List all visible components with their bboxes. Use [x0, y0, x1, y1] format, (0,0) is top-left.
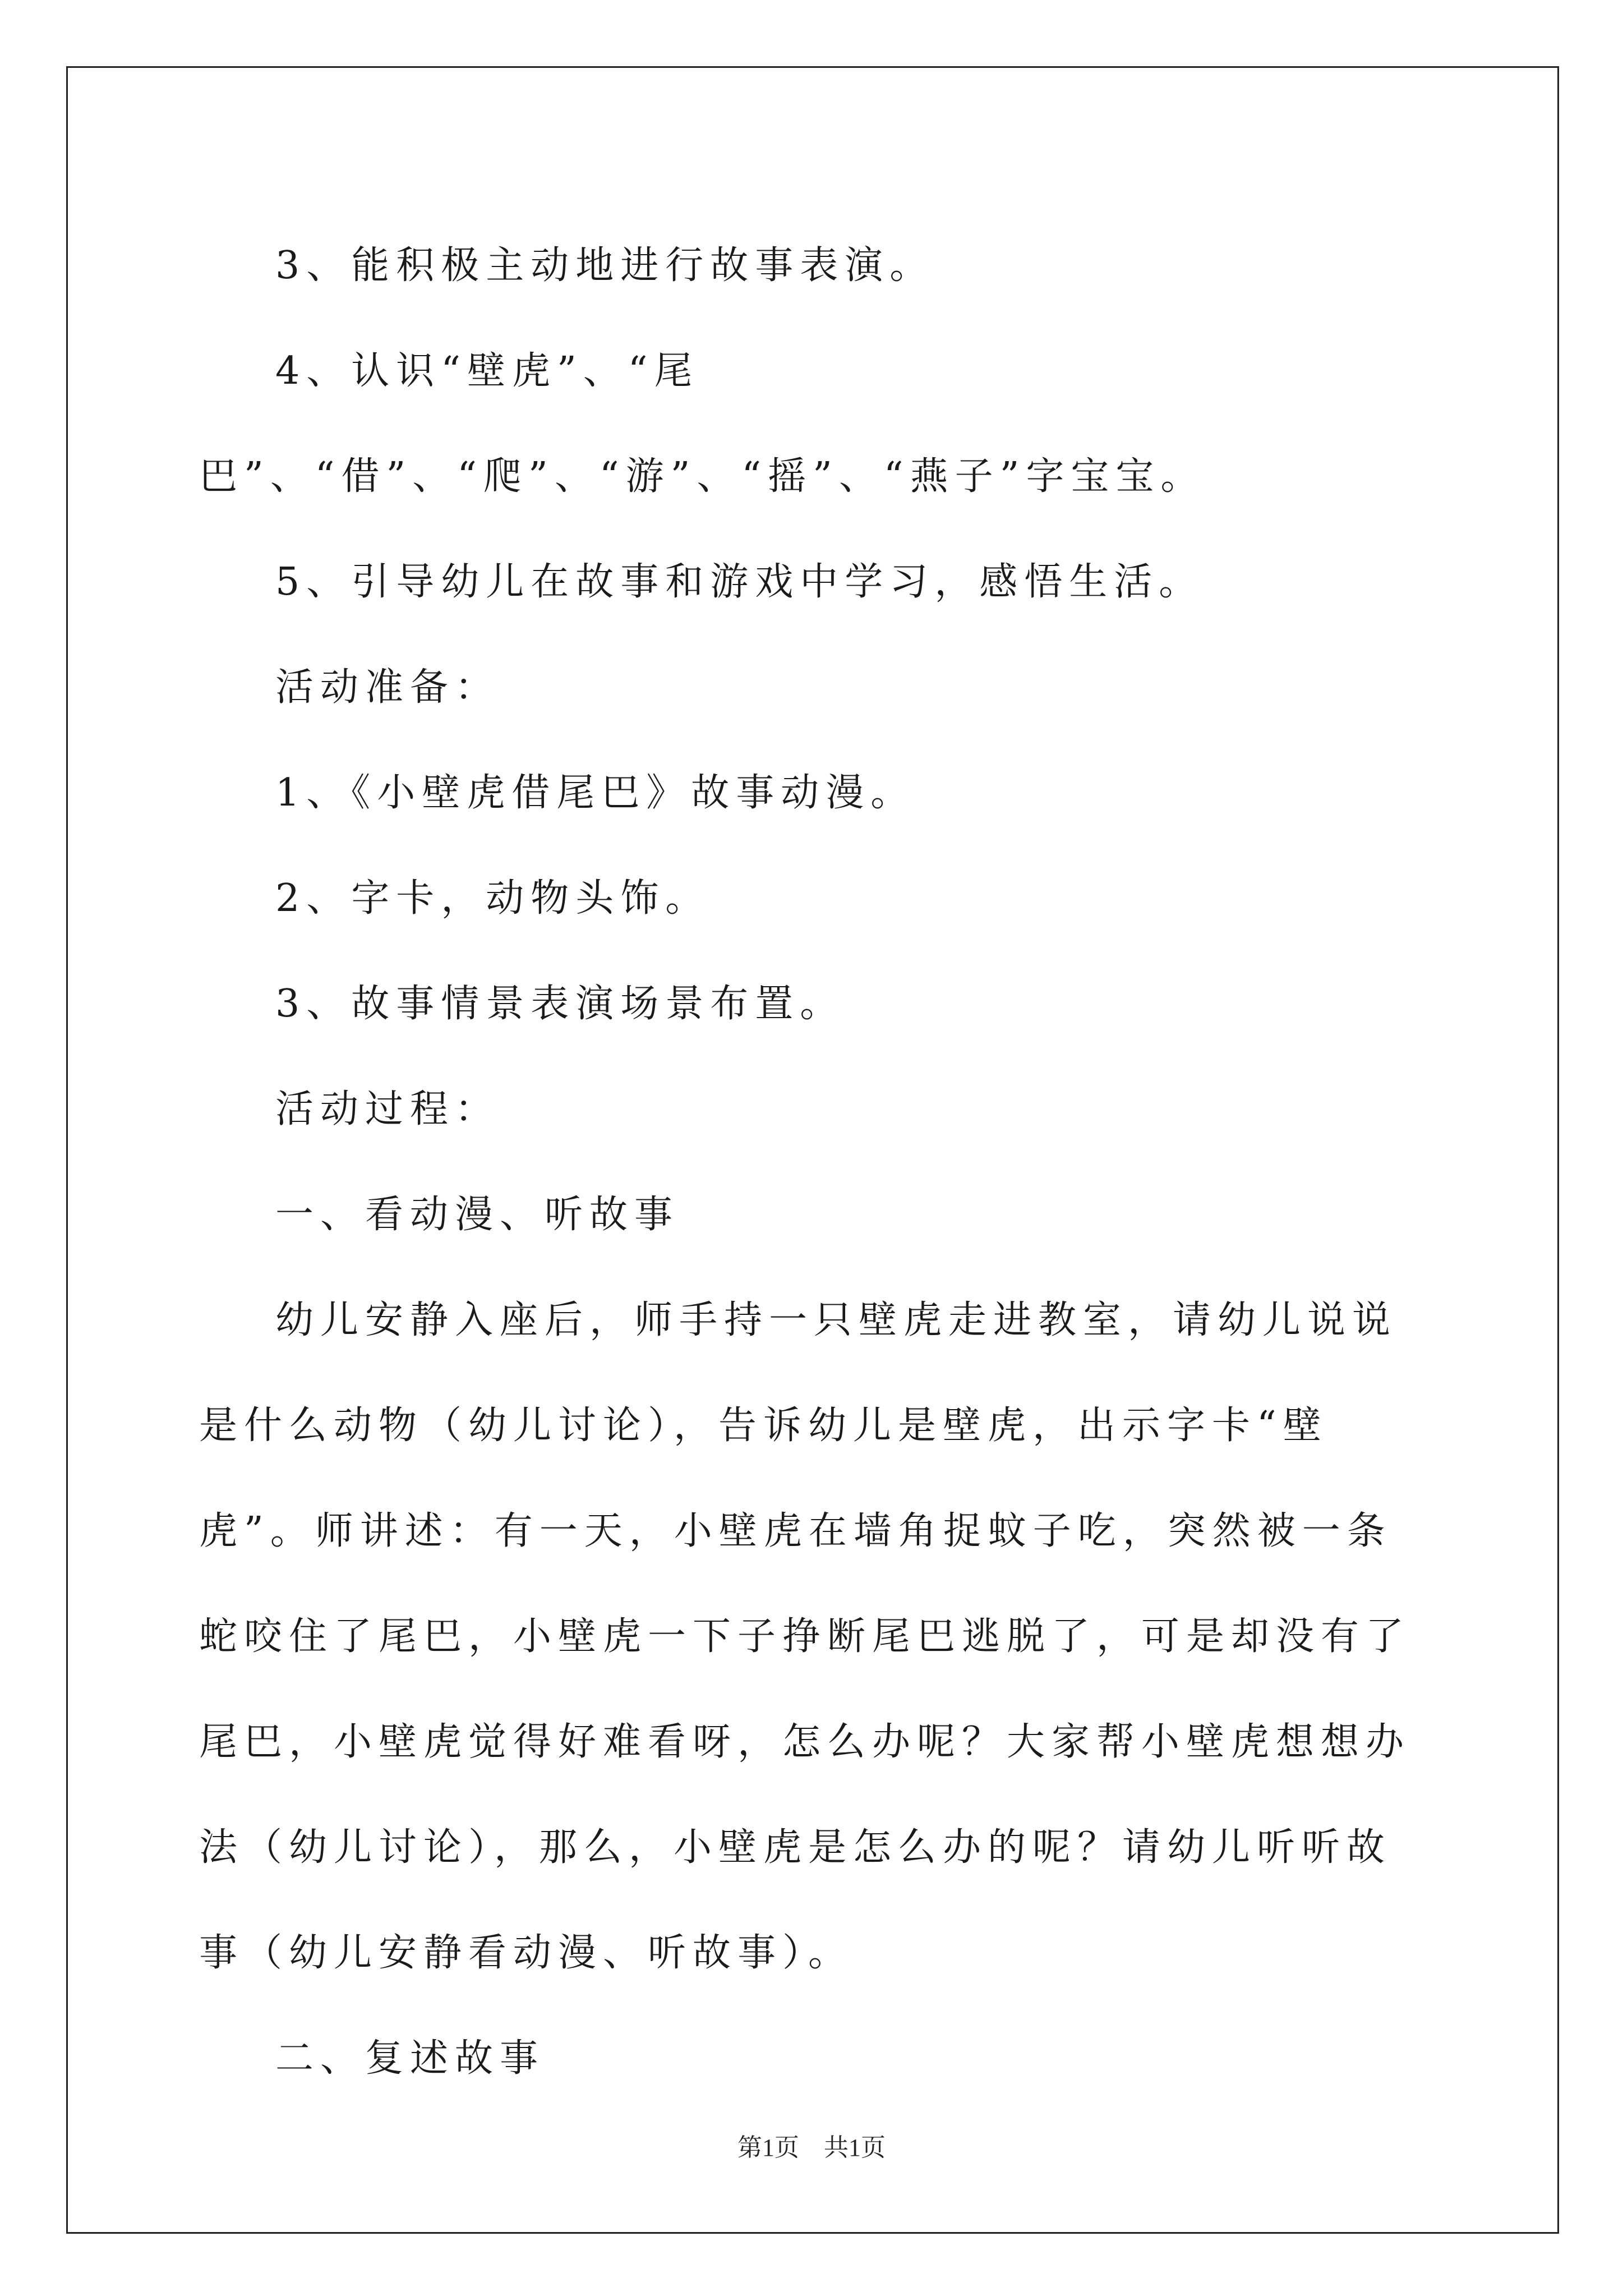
paragraph: 5、引导幼儿在故事和游戏中学习，感悟生活。 — [275, 560, 1204, 604]
section-heading: 活动过程： — [275, 1087, 500, 1131]
page-number: 第1页 共1页 — [737, 2134, 886, 2161]
subheading: 二、复述故事 — [275, 2036, 545, 2081]
document-body — [199, 213, 1433, 2111]
section-heading: 活动准备： — [275, 665, 500, 710]
paragraph: 4、认识“壁虎”、“尾巴”、“借”、“爬”、“游”、“摇”、“燕子”字宝宝。 — [199, 349, 1206, 499]
paragraph: 2、字卡，动物头饰。 — [275, 876, 711, 921]
paragraph: 3、故事情景表演场景布置。 — [275, 982, 845, 1026]
paragraph: 幼儿安静入座后，师手持一只壁虎走进教室，请幼儿说说是什么动物（幼儿讨论），告诉幼儿是壁虎，出示字卡“壁虎”。师讲述：有一天，小壁虎在墙角捉蚊子吃，突然被一条蛇咬住了尾巴，小壁虎一下子挣断尾巴逃脱了，可是却没有了尾巴，小壁虎觉得好难看呀，怎么办呢？大家帮小壁虎想想办法（幼儿讨论），那么，小壁虎是怎么办的呢？请幼儿听听故事（幼儿安静看动漫、听故事）。 — [199, 1298, 1411, 1975]
paragraph: 1、《小壁虎借尾巴》故事动漫。 — [275, 771, 916, 815]
paragraph: 3、能积极主动地进行故事表演。 — [275, 243, 935, 288]
subheading: 一、看动漫、听故事 — [275, 1193, 680, 1237]
